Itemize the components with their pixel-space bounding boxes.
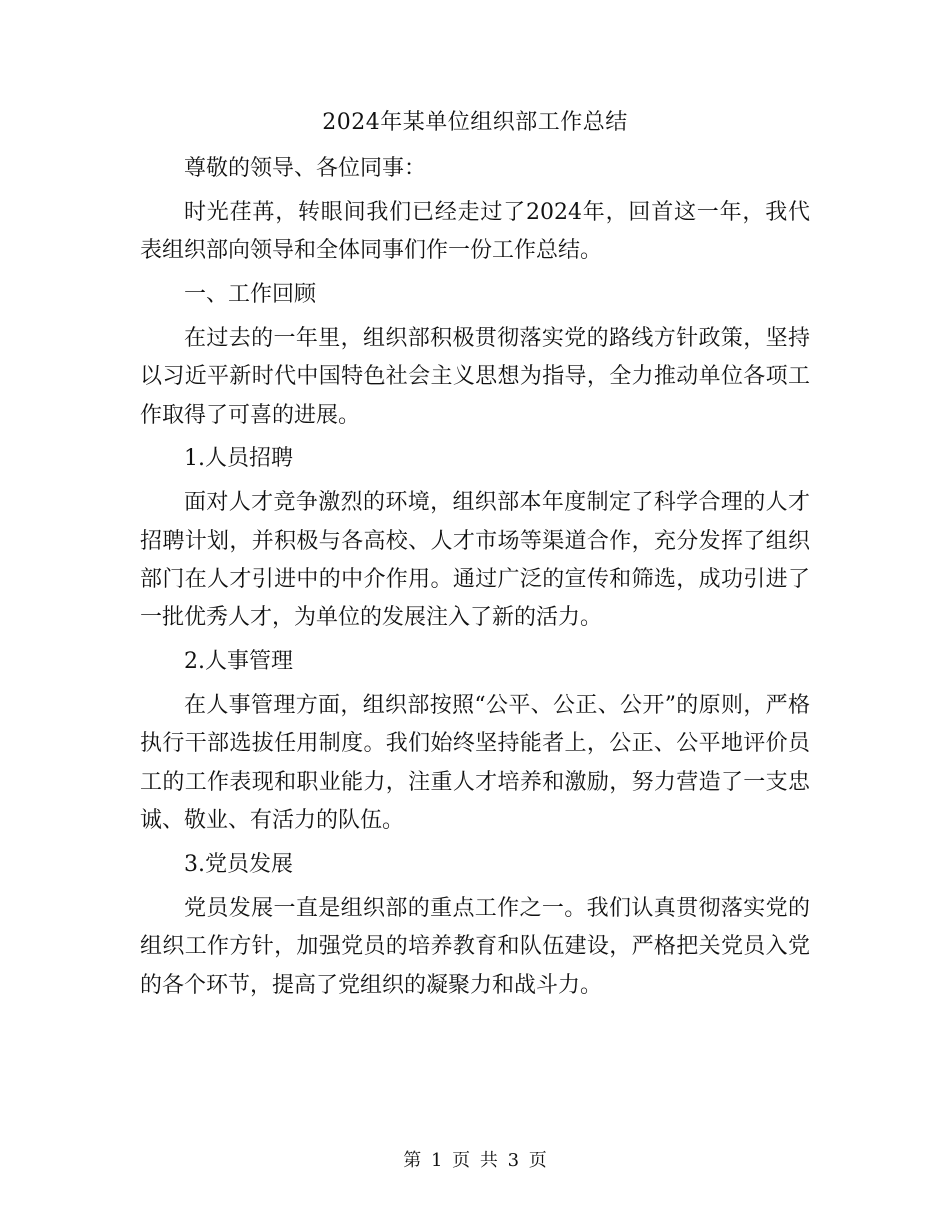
review-paragraph: 在过去的一年里，组织部积极贯彻落实党的路线方针政策，坚持以习近平新时代中国特色社会主义思想为指导，全力推动单位各项工作取得了可喜的进展。: [140, 325, 810, 428]
document-title: 2024年某单位组织部工作总结: [322, 110, 628, 135]
page-number-footer: 第 1 页 共 3 页: [403, 1150, 547, 1171]
personnel-management-paragraph: 在人事管理方面，组织部按照“公平、公正、公开”的原则，严格执行干部选拔任用制度。我们始终坚持能者上，公正、公平地评价员工的工作表现和职业能力，注重人才培养和激励，努力营造了一支忠诚、敬业、有活力的队伍。: [140, 693, 810, 834]
party-member-development-paragraph: 党员发展一直是组织部的重点工作之一。我们认真贯彻落实党的组织工作方针，加强党员的培养教育和队伍建设，严格把关党员入党的各个环节，提高了党组织的凝聚力和战斗力。: [140, 895, 810, 998]
recruitment-paragraph: 面对人才竞争激烈的环境，组织部本年度制定了科学合理的人才招聘计划，并积极与各高校、人才市场等渠道合作，充分发挥了组织部门在人才引进中的中介作用。通过广泛的宣传和筛选，成功引进了一批优秀人才，为单位的发展注入了新的活力。: [140, 490, 810, 631]
subheading-party-member-development: 3.党员发展: [184, 852, 293, 878]
subheading-recruitment: 1.人员招聘: [184, 446, 293, 472]
section-heading-work-review: 一、工作回顾: [184, 282, 317, 307]
intro-paragraph: 时光荏苒，转眼间我们已经走过了2024年，回首这一年，我代表组织部向领导和全体同事们作一份工作总结。: [140, 199, 810, 264]
salutation: 尊敬的领导、各位同事：: [184, 156, 427, 181]
subheading-personnel-management: 2.人事管理: [184, 649, 293, 675]
document-body: [140, 150, 810, 1010]
